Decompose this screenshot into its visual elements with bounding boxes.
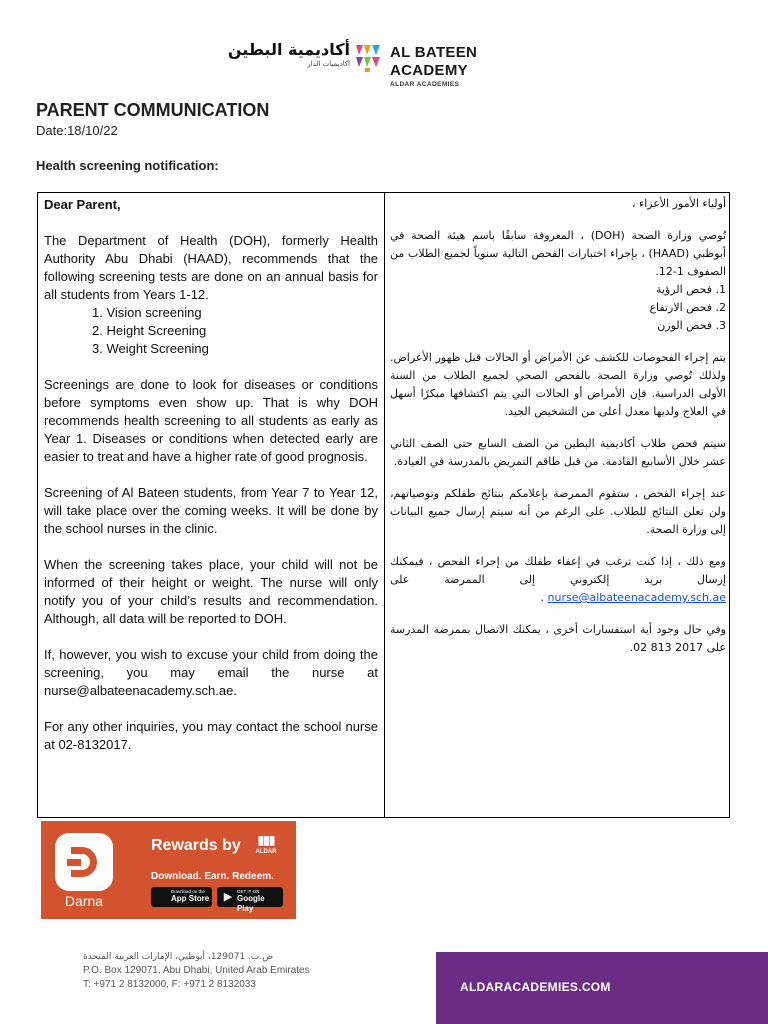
arabic-paragraph-5-text: ومع ذلك ، إذا كنت ترغب في إعفاء طفلك من إجراء الفحص ، فيمكنك إرسال بريد إلكتروني إلى الممرضة على [390,555,726,586]
google-play-icon: ▶ [223,891,233,903]
aldar-mark-icon [354,43,382,73]
arabic-paragraph-4: عند إجراء الفحص ، ستقوم الممرضة بإعلامكم بنتائج طفلكم وتوصياتهم، ولن تعلن النتائج للطلاب. على الرغم من أنه سيتم إرسال جميع البيانات إلى وزارة الصحة. [390,487,726,536]
google-play-badge[interactable] [217,887,283,913]
app-store-badge[interactable] [151,887,212,907]
list-item: 2. Height Screening [92,323,207,338]
aldar-mini-logo [253,833,279,859]
english-paragraph-5: If, however, you wish to excuse your child from doing the screening, you may email the nurse at nurse@albateenacademy.sch.ae. [44,647,378,698]
list-item: 3. فحص الوزن [657,319,726,332]
arabic-paragraph-5 [390,553,726,607]
logo-arabic [218,40,350,69]
english-screening-list [44,304,378,358]
footer-address-english: P.O. Box 129071, Abu Dhabi, United Arab Emirates [83,965,310,976]
footer-website-link[interactable]: ALDARACADEMIES.COM [460,980,611,994]
arabic-paragraph-6: وفي حال وجود أية استفسارات أخرى ، يمكنك الاتصال بممرضة المدرسة على 2017 813 02. [390,623,726,654]
darna-app-name: Darna [64,893,104,909]
aldar-mini-text: ALDAR [255,849,277,855]
logo-arabic-main: أكاديمية البطين [227,40,350,59]
logo-english-sub: ALDAR ACADEMIES [390,81,460,88]
app-store-label: App Store [171,894,210,903]
section-heading: Health screening notification: [36,158,219,173]
list-item: 1. فحص الرؤية [655,283,726,296]
logo-english-main: AL BATEEN ACADEMY [390,44,478,79]
rewards-tagline: Download. Earn. Redeem. [151,871,274,882]
rewards-heading: Rewards by [151,837,241,854]
document-date: Date:18/10/22 [36,123,118,138]
apple-icon [156,891,168,903]
footer-phone: T: +971 2 8132000, F: +971 2 8132033 [83,979,256,990]
arabic-paragraph-3: سيتم فحص طلاب أكاديمية البطين من الصف السابع حتى الصف الثاني عشر خلال الأسابيع القادمة. من قبل طاقم التمريض بالمدرسة في العيادة. [390,437,726,468]
footer-address [83,950,310,992]
column-divider [384,193,385,817]
english-paragraph-3: Screening of Al Bateen students, from Year 7 to Year 12, will take place over the coming weeks. It will be done by the school nurses in the clinic. [44,485,378,536]
english-paragraph-6: For any other inquiries, you may contact the school nurse at 02-8132017. [44,719,378,752]
list-item: 2. فحص الارتفاع [649,301,726,314]
logo-arabic-sub: أكاديميات الدار [307,60,350,68]
google-play-pre: GET IT ON [237,889,260,894]
rewards-banner[interactable] [41,821,296,919]
english-paragraph-4: When the screening takes place, your child will not be informed of their height or weight. The nurse will only notify you of your child’s results and recommendation. Although, all data will be reported to DOH. [44,557,378,626]
english-greeting: Dear Parent, [44,197,121,212]
list-item: 1. Vision screening [92,305,202,320]
arabic-greeting: أولياء الأمور الأعزاء ، [631,197,726,210]
footer-band [436,952,768,1024]
list-item: 3. Weight Screening [92,341,209,356]
arabic-column [390,195,726,657]
app-store-pre: Download on the [171,889,205,894]
english-paragraph-2: Screenings are done to look for diseases or conditions before symptoms even show up. That is why DOH recommends health screening to all students as early as Year 1. Diseases or conditions when detected early are easier to treat and have a higher rate of good prognosis. [44,377,378,464]
english-column [44,196,378,754]
arabic-paragraph-1: تُوصي وزارة الصحة (DOH) ، المعروفة سابقًا باسم هيئة الصحة في أبوظبي (HAAD) ، بإجراء اختبارات الفحص التالية سنوياً لجميع الطلاب من الصفوف 1-12. [390,229,727,278]
aldar-bars-icon: ▮▮▮ [257,833,275,847]
page-title: PARENT COMMUNICATION [36,100,270,120]
google-play-label: Google Play [237,894,265,913]
darna-app-icon [55,833,113,891]
arabic-paragraph-2: يتم إجراء الفحوصات للكشف عن الأمراض أو الحالات قبل ظهور الأعراض. ولذلك تُوصي وزارة الصحة بالفحص الصحي لجميع الطلاب من السنة الأولى الدراسية. فإن الأمراض أو الحالات التي يتم اكتشافها مبكرًا أسهل في العلاج ولديها معدل أعلى من التشخيص الجيد. [390,351,726,418]
arabic-paragraph-5-end: . [540,591,544,604]
english-paragraph-1: The Department of Health (DOH), formerly Health Authority Abu Dhabi (HAAD), recommends that the following screening tests are done on an annual basis for all students from Years 1-12. [44,233,378,302]
nurse-email-link[interactable]: nurse@albateenacademy.sch.ae [547,591,726,604]
school-logo [218,40,558,88]
logo-english [390,44,558,89]
letter-table [37,192,730,818]
footer-address-arabic: ص.ب. 129071، أبوظبي، الإمارات العربية المتحدة [83,952,274,962]
